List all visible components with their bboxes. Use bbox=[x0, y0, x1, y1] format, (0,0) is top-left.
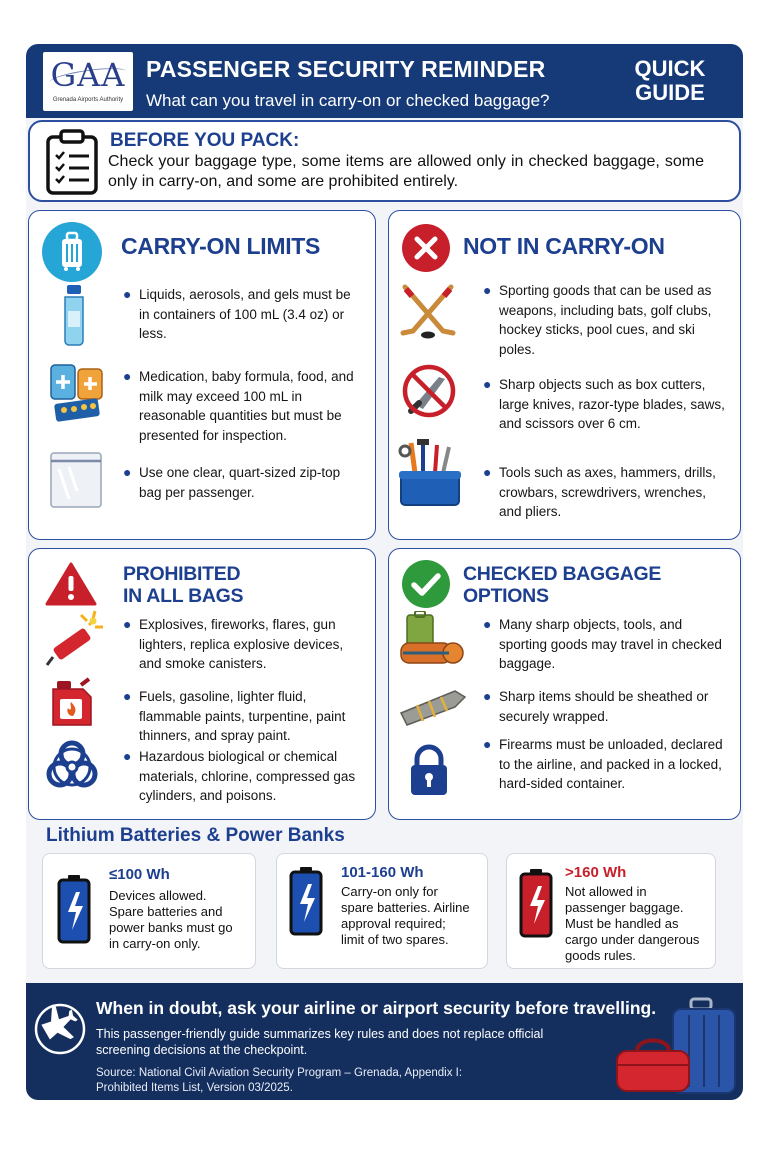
prohibited-item-2-text: Fuels, gasoline, lighter fluid, flammable paints, turpentine, paint thinners, and spray paint. bbox=[139, 689, 346, 743]
carry-on-item-1 bbox=[123, 285, 361, 344]
lithium-box-low bbox=[42, 853, 256, 969]
checked-title-line1: CHECKED BAGGAGE bbox=[463, 563, 662, 585]
security-poster bbox=[26, 44, 743, 1100]
not-carry-on-item-2 bbox=[483, 375, 729, 434]
lithium-box-high bbox=[506, 853, 716, 969]
bullet: ● bbox=[483, 616, 492, 632]
check-circle-icon bbox=[401, 559, 451, 609]
prohibited-title-line1: PROHIBITED bbox=[123, 563, 241, 585]
prohibited-card bbox=[28, 548, 376, 820]
prohibited-item-3 bbox=[123, 747, 363, 806]
battery-icon bbox=[519, 868, 553, 938]
carry-on-item-2 bbox=[123, 367, 361, 445]
x-circle-icon bbox=[401, 223, 451, 273]
bullet: ● bbox=[483, 376, 492, 392]
not-carry-on-item-1-text: Sporting goods that can be used as weapons, including bats, golf clubs, hockey sticks, pool cues, and ski poles. bbox=[499, 283, 712, 357]
bullet: ● bbox=[483, 736, 492, 752]
sports-bags-icon bbox=[397, 611, 467, 669]
page-title: PASSENGER SECURITY REMINDER bbox=[146, 56, 546, 82]
not-in-carry-on-title: NOT IN CARRY-ON bbox=[463, 233, 665, 259]
biohazard-icon bbox=[43, 737, 101, 795]
carry-on-item-1-text: Liquids, aerosols, and gels must be in containers of 100 mL (3.4 oz) or less. bbox=[139, 287, 351, 341]
checked-item-1-text: Many sharp objects, tools, and sporting goods may travel in checked baggage. bbox=[499, 617, 722, 671]
prohibited-item-1-text: Explosives, fireworks, flares, gun lighters, replica explosive devices, and smoke canisters. bbox=[139, 617, 344, 671]
prohibited-title-line2: IN ALL BAGS bbox=[123, 585, 244, 607]
checked-item-2 bbox=[483, 687, 729, 726]
luggage-icon bbox=[41, 221, 103, 283]
carry-on-limits-title: CARRY-ON LIMITS bbox=[121, 233, 321, 259]
page-subtitle: What can you travel in carry-on or checked baggage? bbox=[146, 91, 550, 110]
carry-on-item-3 bbox=[123, 463, 361, 502]
footer-source: Source: National Civil Aviation Security Program – Grenada, Appendix I: Prohibited Items List, Version 03/2025. bbox=[96, 1067, 463, 1094]
prohibited-item-3-text: Hazardous biological or chemical materials, chlorine, compressed gas cylinders, and poisons. bbox=[139, 749, 356, 803]
fuel-can-icon bbox=[47, 675, 97, 729]
logo-subtitle: Grenada Airports Authority bbox=[52, 97, 124, 103]
footer-text: This passenger-friendly guide summarizes key rules and does not replace official screening decisions at the checkpoint. bbox=[96, 1027, 544, 1057]
bottle-icon bbox=[59, 283, 89, 347]
checked-item-3-text: Firearms must be unloaded, declared to the airline, and packed in a locked, hard-sided container. bbox=[499, 737, 723, 791]
checked-baggage-card bbox=[388, 548, 741, 820]
lithium-mid-text: Carry-on only for spare batteries. Airline approval required; limit of two spares. bbox=[341, 884, 470, 947]
lithium-low-text: Devices allowed. Spare batteries and power banks must go in carry-on only. bbox=[109, 888, 233, 951]
before-text: Check your baggage type, some items are allowed only in checked baggage, some only in carry-on, and some are prohibited entirely. bbox=[108, 153, 704, 190]
quick-label: QUICK bbox=[634, 56, 706, 81]
checked-item-2-text: Sharp items should be sheathed or securely wrapped. bbox=[499, 689, 709, 724]
guide-label: GUIDE bbox=[635, 80, 705, 105]
not-in-carry-on-card bbox=[388, 210, 741, 540]
bullet: ● bbox=[123, 616, 132, 632]
bullet: ● bbox=[123, 688, 132, 704]
lithium-high-head: >160 Wh bbox=[565, 864, 627, 881]
lithium-title: Lithium Batteries & Power Banks bbox=[46, 825, 345, 846]
hockey-sticks-icon bbox=[397, 281, 459, 343]
bullet: ● bbox=[123, 748, 132, 764]
battery-icon bbox=[57, 874, 91, 944]
battery-icon bbox=[289, 866, 323, 936]
checked-item-1 bbox=[483, 615, 729, 674]
quick-guide-label bbox=[625, 57, 715, 105]
prohibited-title bbox=[123, 563, 243, 607]
carry-on-limits-card bbox=[28, 210, 376, 540]
toolbox-icon bbox=[397, 437, 463, 509]
not-carry-on-item-1 bbox=[483, 281, 729, 359]
airplane-icon bbox=[34, 1003, 86, 1055]
clipboard-icon bbox=[44, 129, 100, 195]
lithium-low-head: ≤100 Wh bbox=[109, 866, 170, 883]
bullet: ● bbox=[483, 688, 492, 704]
warning-icon bbox=[45, 561, 97, 607]
suitcase-icon bbox=[611, 993, 741, 1100]
before-you-pack-panel bbox=[28, 120, 741, 202]
not-carry-on-item-2-text: Sharp objects such as box cutters, large knives, razor-type blades, saws, and scissors over 6 cm. bbox=[499, 377, 725, 431]
prohibited-item-1 bbox=[123, 615, 363, 674]
medicine-icon bbox=[47, 359, 107, 423]
carry-on-item-2-text: Medication, baby formula, food, and milk may exceed 100 mL in reasonable quantities but must be presented for inspection. bbox=[139, 369, 354, 443]
logo-text: GAA bbox=[50, 56, 126, 94]
prohibited-item-2 bbox=[123, 687, 363, 746]
wrapped-blade-icon bbox=[397, 683, 469, 727]
bullet: ● bbox=[483, 282, 492, 298]
not-carry-on-item-3-text: Tools such as axes, hammers, drills, crowbars, screwdrivers, wrenches, and pliers. bbox=[499, 465, 716, 519]
lithium-box-mid bbox=[276, 853, 488, 969]
gaa-logo bbox=[43, 52, 133, 111]
checked-title-line2: OPTIONS bbox=[463, 585, 549, 607]
no-knife-icon bbox=[401, 363, 457, 419]
bullet: ● bbox=[123, 464, 132, 480]
checked-item-3 bbox=[483, 735, 729, 794]
padlock-icon bbox=[407, 743, 451, 797]
not-carry-on-item-3 bbox=[483, 463, 729, 522]
bullet: ● bbox=[123, 286, 132, 302]
firework-icon bbox=[43, 609, 105, 669]
before-title: BEFORE YOU PACK: bbox=[110, 130, 300, 151]
bullet: ● bbox=[123, 368, 132, 384]
footer-banner bbox=[26, 983, 743, 1100]
lithium-mid-head: 101-160 Wh bbox=[341, 864, 424, 881]
bullet: ● bbox=[483, 464, 492, 480]
footer-headline: When in doubt, ask your airline or airport security before travelling. bbox=[96, 998, 657, 1018]
checked-title bbox=[463, 563, 661, 607]
ziplock-bag-icon bbox=[47, 449, 105, 511]
header-banner bbox=[26, 44, 743, 118]
carry-on-item-3-text: Use one clear, quart-sized zip-top bag per passenger. bbox=[139, 465, 341, 500]
lithium-high-text: Not allowed in passenger baggage. Must be handled as cargo under dangerous goods rules. bbox=[565, 884, 700, 963]
